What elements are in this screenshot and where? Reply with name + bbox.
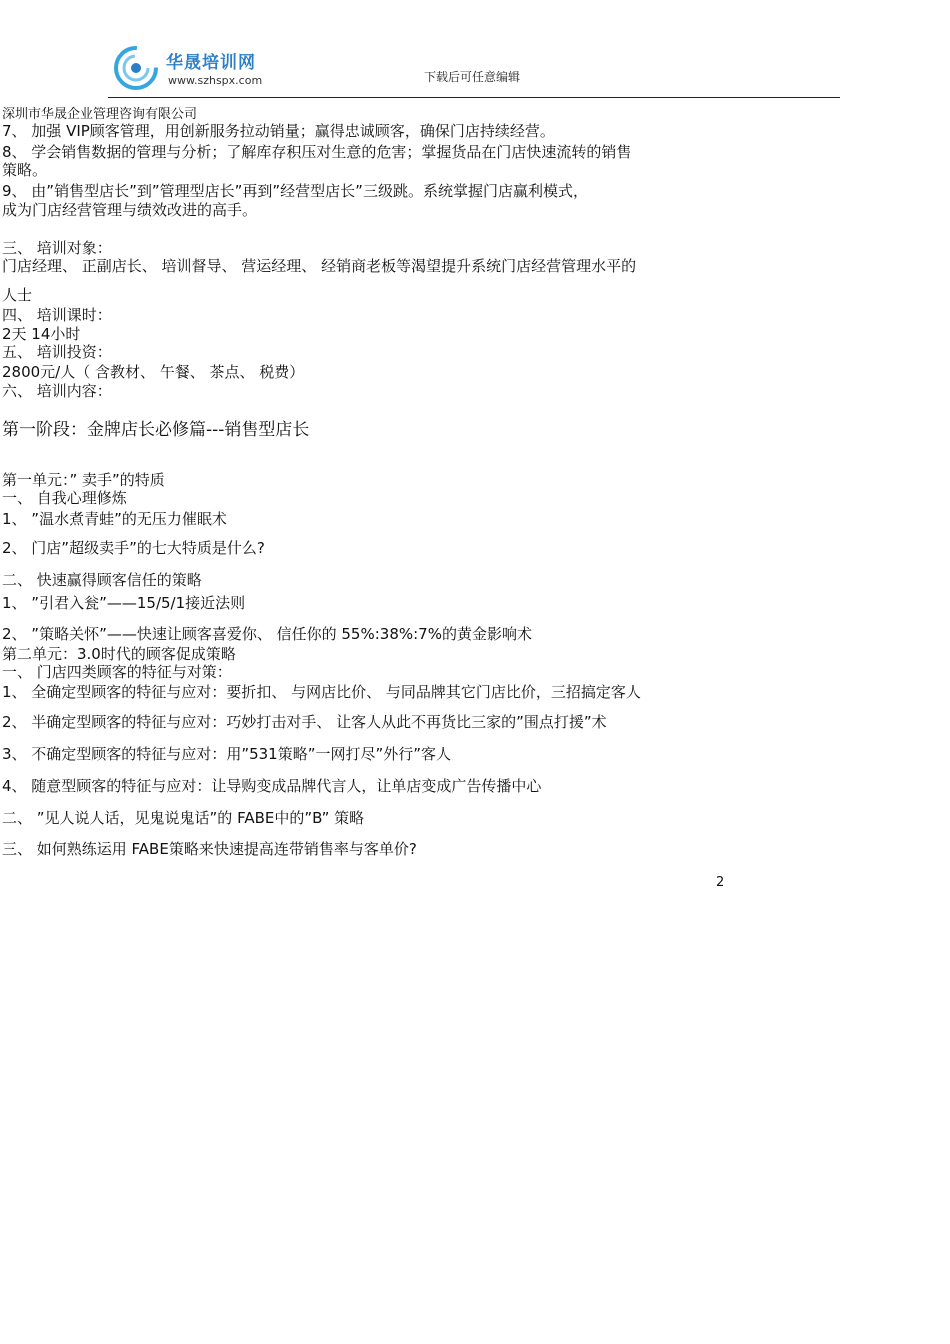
text-line: 2800元/人（ 含教材、 午餐、 茶点、 税费） xyxy=(2,363,305,381)
unit-heading: 第二单元：3.0时代的顾客促成策略 xyxy=(2,645,236,663)
download-note: 下载后可任意编辑 xyxy=(424,70,521,84)
text-line: 一、 自我心理修炼 xyxy=(2,489,127,507)
text-line: 人士 xyxy=(2,286,33,304)
text-line: 1、 ”温水煮青蛙”的无压力催眠术 xyxy=(2,510,227,528)
text-line: 9、 由”销售型店长”到”管理型店长”再到”经营型店长”三级跳。系统掌握门店赢利模式， xyxy=(2,182,588,200)
text-line: 门店经理、 正副店长、 培训督导、 营运经理、 经销商老板等渴望提升系统门店经营管理水平的 xyxy=(2,257,637,275)
company-name: 深圳市华晟企业管理咨询有限公司 xyxy=(2,107,198,122)
text-line: 三、 如何熟练运用 FABE策略来快速提高连带销售率与客单价? xyxy=(2,840,417,858)
text-line: 1、 ”引君入瓮”——15/5/1接近法则 xyxy=(2,594,246,612)
section-heading: 三、 培训对象： xyxy=(2,239,112,257)
stage-heading: 第一阶段：金牌店长必修篇---销售型店长 xyxy=(2,420,310,440)
text-line: 二、 ”见人说人话，见鬼说鬼话”的 FABE中的”B” 策略 xyxy=(2,809,365,827)
section-heading: 四、 培训课时： xyxy=(2,306,112,324)
logo-swirl-icon xyxy=(112,44,160,92)
logo-url: www.szhspx.com xyxy=(168,74,263,87)
section-heading: 五、 培训投资： xyxy=(2,343,112,361)
company-logo xyxy=(112,44,312,94)
text-line: 3、 不确定型顾客的特征与应对：用”531策略”一网打尽”外行”客人 xyxy=(2,745,452,763)
text-line: 2、 ”策略关怀”——快速让顾客喜爱你、 信任你的 55%:38%:7%的黄金影响术 xyxy=(2,625,532,643)
text-line: 2、 半确定型顾客的特征与应对：巧妙打击对手、 让客人从此不再货比三家的”围点打援”术 xyxy=(2,713,607,731)
text-line: 一、 门店四类顾客的特征与对策： xyxy=(2,663,232,681)
text-line: 2、 门店”超级卖手”的七大特质是什么? xyxy=(2,539,265,557)
text-line: 成为门店经营管理与绩效改进的高手。 xyxy=(2,201,258,219)
text-line: 2天 14小时 xyxy=(2,325,81,343)
text-line: 8、 学会销售数据的管理与分析；了解库存积压对生意的危害；掌握货品在门店快速流转的销售 xyxy=(2,143,632,161)
unit-heading: 第一单元：” 卖手”的特质 xyxy=(2,471,165,489)
text-line: 7、 加强 VIP顾客管理，用创新服务拉动销量；赢得忠诚顾客，确保门店持续经营。 xyxy=(2,122,555,140)
text-line: 二、 快速赢得顾客信任的策略 xyxy=(2,571,202,589)
logo-text: 华晟培训网 xyxy=(166,53,256,73)
page-number: 2 xyxy=(716,875,725,890)
header-divider xyxy=(108,97,840,98)
text-line: 策略。 xyxy=(2,161,48,179)
section-heading: 六、 培训内容： xyxy=(2,382,112,400)
text-line: 4、 随意型顾客的特征与应对：让导购变成品牌代言人，让单店变成广告传播中心 xyxy=(2,777,542,795)
text-line: 1、 全确定型顾客的特征与应对：要折扣、 与网店比价、 与同品牌其它门店比价，三招搞定客人 xyxy=(2,683,641,701)
